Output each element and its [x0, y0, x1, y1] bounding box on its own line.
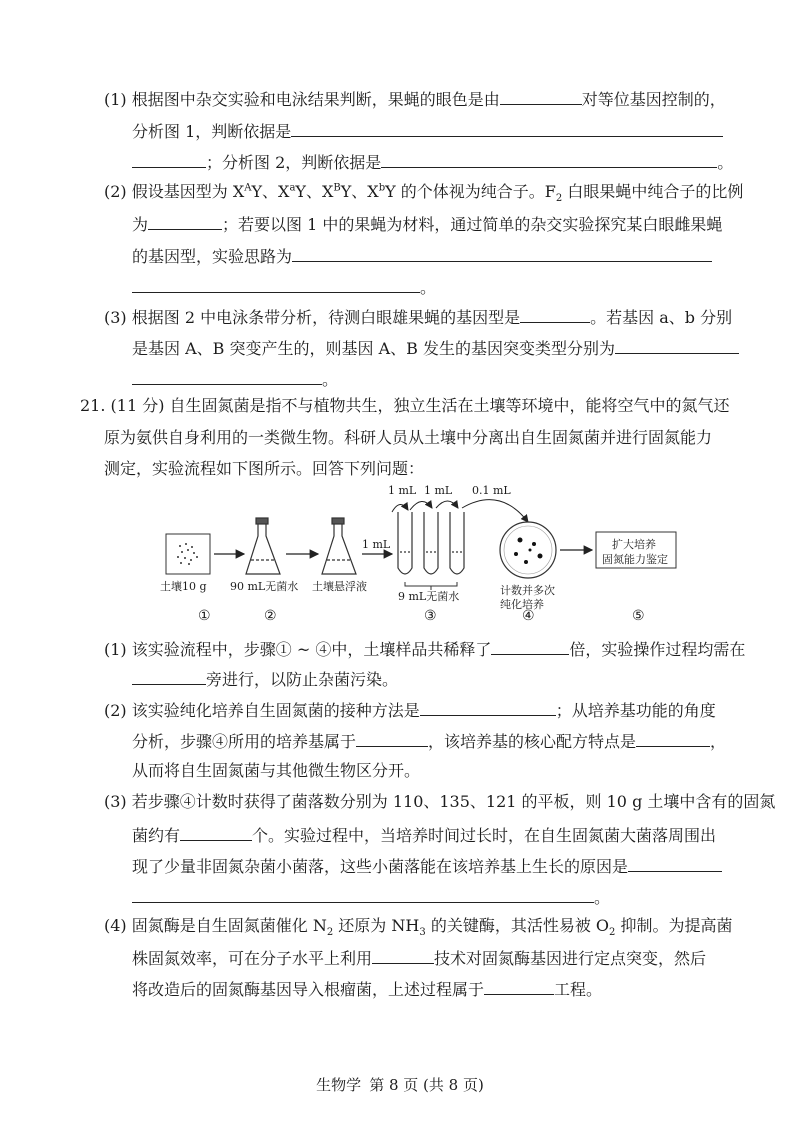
page-footer	[0, 1074, 800, 1095]
answer-blank[interactable]	[132, 149, 206, 168]
transfer-arc-1	[392, 504, 408, 512]
flask-90ml	[246, 518, 280, 574]
box-label-2: 固氮能力鉴定	[602, 553, 668, 566]
answer-blank[interactable]	[636, 728, 710, 747]
answer-blank[interactable]	[372, 945, 434, 964]
step-3-marker: ③	[424, 608, 437, 624]
transfer-arc-4	[462, 500, 528, 522]
count-label-1: 计数并多次	[500, 584, 555, 597]
q21-4-line1: (4) 固氮酶是自生固氮菌催化 $N_2$ 还原为 $NH_3$ 的关键酶，其活性易被 $O_2$ 抑制。为提高菌	[104, 916, 733, 939]
q21-intro-line3: 测定，实验流程如下图所示。回答下列问题：	[104, 459, 425, 478]
q20-3-line2: 是基因 A、B 突变产生的，则基因 A、B 发生的基因突变类型分别为	[132, 335, 739, 359]
q20-2-line1: (2) 假设基因型为 $X^AY$、$X^aY$、$X^BY$、$X^bY$ 的个体视为纯合子。$F_2$ 白眼果蝇中纯合子的比例	[104, 182, 744, 205]
answer-blank[interactable]	[491, 636, 569, 655]
box-label-1: 扩大培养	[612, 538, 656, 551]
q21-4-line3: 将改造后的固氮酶基因导入根瘤菌，上述过程属于 工程。	[132, 976, 602, 1000]
step-2-marker: ②	[264, 608, 277, 624]
answer-blank[interactable]	[520, 304, 590, 323]
q20-2-line2: 为 ；若要以图 1 中的果蝇为材料，通过简单的杂交实验探究某白眼雌果蝇	[132, 211, 722, 235]
transfer-arc-2	[410, 501, 432, 510]
q21-intro-line1: 21. (11 分) 自生固氮菌是指不与植物共生，独立生活在土壤等环境中，能将空气中的氮气还	[80, 396, 730, 415]
tube-volume-label-3: 0.1 mL	[472, 484, 511, 497]
q20-1-line3: ；分析图 2，判断依据是 。	[132, 149, 733, 173]
soil-particles	[177, 543, 198, 565]
answer-blank[interactable]	[132, 666, 206, 685]
q21-2-line1: (2) 该实验纯化培养自生固氮菌的接种方法是 ；从培养基功能的角度	[104, 697, 716, 721]
step-1-marker: ①	[198, 608, 211, 624]
petri-dish	[500, 522, 556, 578]
q21-3-line3: 现了少量非固氮杂菌小菌落，这些小菌落能在该培养基上生长的原因是	[132, 853, 722, 877]
tube-volume-label-1: 1 mL	[388, 484, 417, 497]
q21-intro-line2: 原为氨供自身利用的一类微生物。科研人员从土壤中分离出自生固氮菌并进行固氮能力	[104, 428, 713, 447]
experiment-flow-diagram	[160, 484, 720, 616]
soil-label: 土壤10 g	[160, 580, 207, 593]
tube-volume-label-2: 1 mL	[424, 484, 453, 497]
answer-blank[interactable]	[132, 274, 420, 293]
answer-blank[interactable]	[292, 243, 712, 262]
count-label-2: 纯化培养	[500, 598, 544, 611]
answer-blank[interactable]	[615, 335, 739, 354]
suspension-label: 土壤悬浮液	[312, 580, 367, 593]
flask-suspension	[322, 518, 356, 574]
answer-blank[interactable]	[132, 884, 594, 903]
q20-2-line3: 的基因型，实验思路为	[132, 243, 712, 267]
answer-blank[interactable]	[628, 853, 722, 872]
q20-2-line4: 。	[132, 274, 436, 298]
q20-1-line2: 分析图 1，判断依据是	[132, 118, 723, 142]
step-4-marker: ④	[522, 608, 535, 624]
transfer-arc-3	[436, 501, 458, 508]
q21-1-line1: (1) 该实验流程中，步骤① ~ ④中，土壤样品共稀释了 倍，实验操作过程均需在	[104, 636, 745, 660]
answer-blank[interactable]	[148, 211, 222, 230]
soil-sample-box	[166, 534, 210, 574]
q20-3-line3: 。	[132, 366, 338, 390]
q20-1-line1: (1) 根据图中杂交实验和电泳结果判断，果蝇的眼色是由 对等位基因控制的，	[104, 86, 726, 110]
q21-2-line2: 分析，步骤④所用的培养基属于 ，该培养基的核心配方特点是 ，	[132, 728, 726, 752]
subject-label: 生物学	[316, 1076, 362, 1094]
transfer-volume-label: 1 mL	[362, 538, 391, 551]
answer-blank[interactable]	[484, 976, 554, 995]
answer-blank[interactable]	[420, 697, 556, 716]
answer-blank[interactable]	[291, 118, 723, 137]
water-9ml-label: 9 mL无菌水	[398, 590, 460, 603]
answer-blank[interactable]	[500, 86, 582, 105]
q21-4-line2: 株固氮效率，可在分子水平上利用 技术对固氮酶基因进行定点突变，然后	[132, 945, 706, 969]
test-tubes	[398, 512, 464, 574]
colonies	[514, 538, 543, 565]
page-number: 第 8 页 (共 8 页)	[369, 1076, 484, 1094]
step-5-marker: ⑤	[632, 608, 645, 624]
q20-3-line1: (3) 根据图 2 中电泳条带分析，待测白眼雄果蝇的基因型是 。若基因 a、b 分别	[104, 304, 732, 328]
answer-blank[interactable]	[180, 822, 252, 841]
water-90ml-label: 90 mL无菌水	[230, 580, 299, 593]
answer-blank[interactable]	[381, 149, 717, 168]
q21-3-line2: 菌约有 个。实验过程中，当培养时间过长时，在自生固氮菌大菌落周围出	[132, 822, 716, 846]
q21-3-line4: 。	[132, 884, 610, 908]
q21-3-line1: (3) 若步骤④计数时获得了菌落数分别为 110、135、121 的平板，则 10 g 土壤中含有的固氮	[104, 792, 776, 811]
answer-blank[interactable]	[132, 366, 322, 385]
answer-blank[interactable]	[356, 728, 428, 747]
q21-1-line2: 旁进行，以防止杂菌污染。	[132, 666, 398, 690]
q21-2-line3: 从而将自生固氮菌与其他微生物区分开。	[132, 761, 421, 780]
